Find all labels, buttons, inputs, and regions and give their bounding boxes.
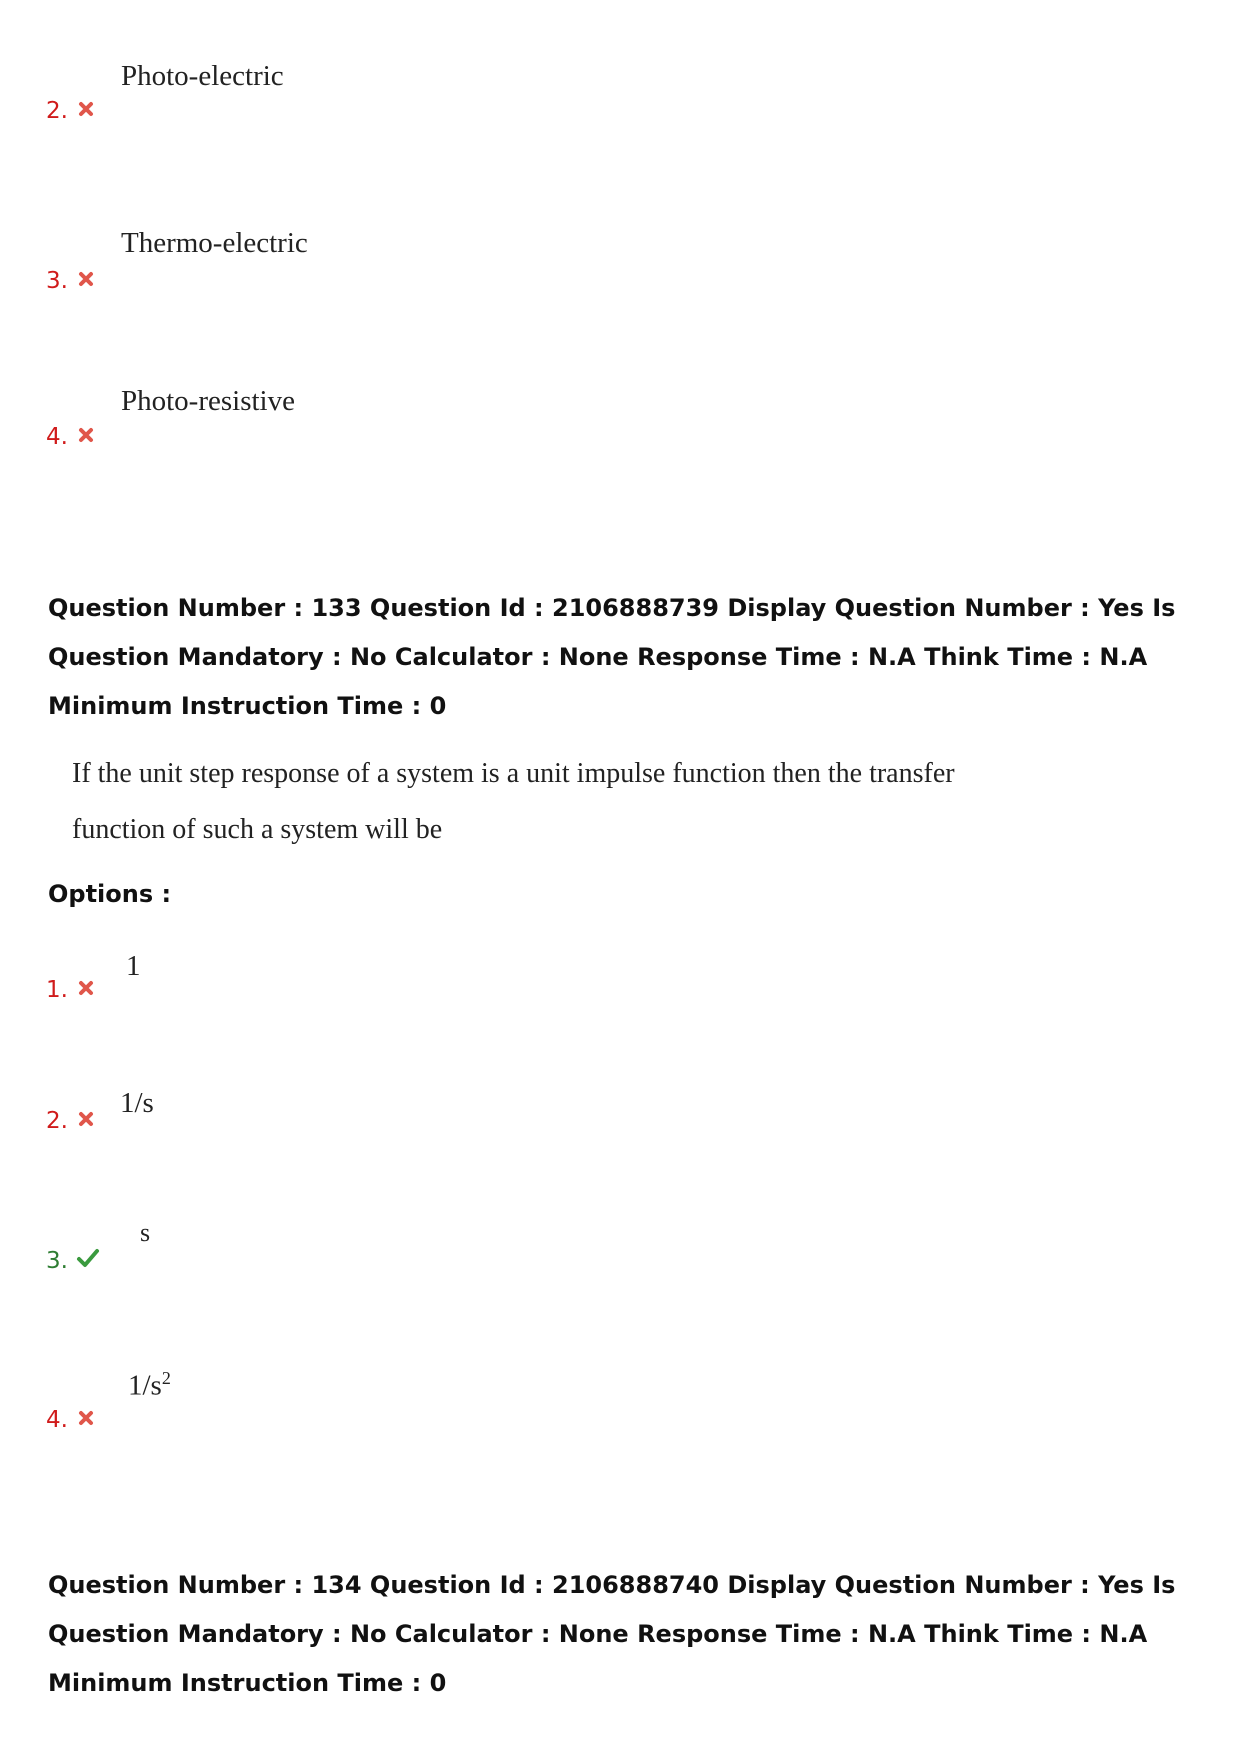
options-label: Options : [48,880,172,908]
question-text-line: If the unit step response of a system is a unit impulse function then the transfer [72,758,955,789]
cross-icon [78,427,94,443]
option-text [128,1368,171,1403]
option-text: s [140,1218,151,1247]
cross-icon [78,271,94,287]
option-number: 2. [46,98,68,124]
question-133-meta: Question Number : 133 Question Id : 2106888739 Display Question Number : Yes Is Question Mandatory : No Calculator : None Response Time : N.A Think Time : N.A Minimum Instruction Time : 0 [48,594,1176,720]
cross-icon [78,1410,94,1426]
option-text-base: 1/s [128,1369,162,1402]
option-number: 3. [46,1248,68,1274]
option-text: 1 [126,950,141,982]
option-text: Thermo-electric [121,227,308,259]
option-number: 1. [46,977,68,1003]
question-text-line: function of such a system will be [72,814,443,845]
cross-icon [78,1111,94,1127]
option-number: 3. [46,268,68,294]
option-text-superscript: 2 [161,1368,171,1388]
question-134-meta: Question Number : 134 Question Id : 2106888740 Display Question Number : Yes Is Question Mandatory : No Calculator : None Response Time : N.A Think Time : N.A Minimum Instruction Time : 0 [48,1571,1176,1697]
option-text: Photo-resistive [121,385,295,417]
option-text: 1/s [120,1087,154,1119]
question-133-text [72,746,1072,858]
option-text: Photo-electric [121,60,284,92]
option-number: 4. [46,1407,68,1433]
cross-icon [78,980,94,996]
cross-icon [78,101,94,117]
option-number: 4. [46,424,68,450]
option-number: 2. [46,1108,68,1134]
check-icon [76,1247,100,1269]
